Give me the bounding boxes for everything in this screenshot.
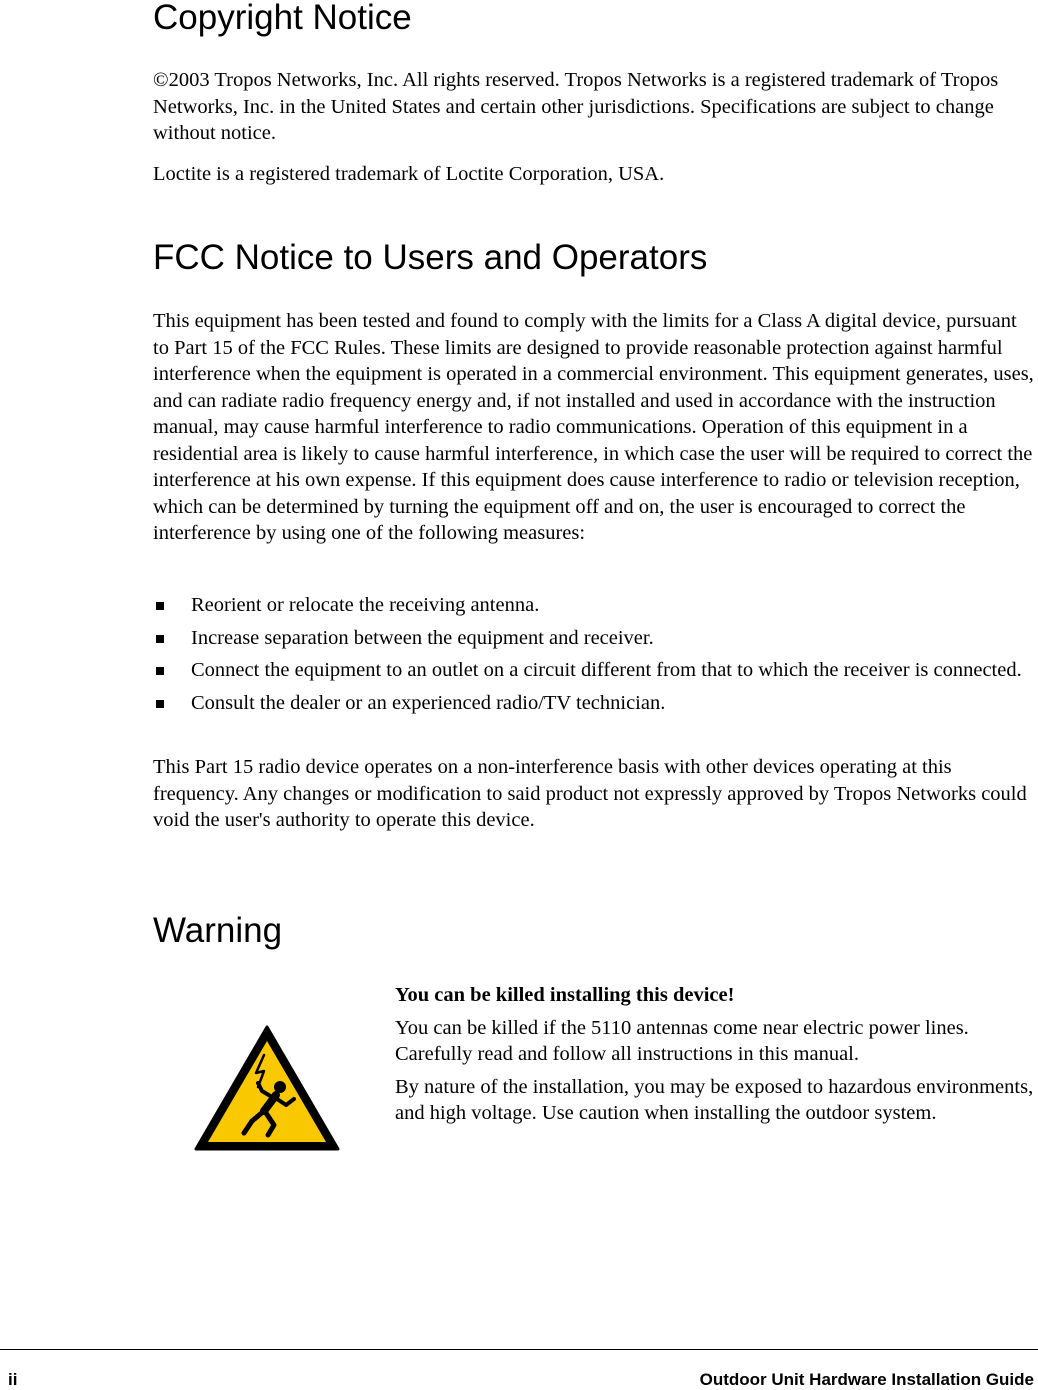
bullet-icon — [156, 602, 164, 610]
warning-paragraph-1: You can be killed if the 5110 antennas come near electric power lines. Carefully read and follow all instructions in this manual. — [395, 1016, 969, 1065]
list-item-text: Consult the dealer or an experienced radio/TV technician. — [191, 691, 666, 714]
warning-triangle-fill — [208, 1041, 326, 1142]
list-item — [153, 690, 1033, 717]
list-item-text: Connect the equipment to an outlet on a circuit different from that to which the receiver is connected. — [191, 659, 1022, 681]
list-item — [153, 625, 1033, 652]
list-item — [153, 592, 1033, 619]
part15-paragraph: This Part 15 radio device operates on a non-interference basis with other devices operating at this frequency. Any changes or modification to said product not expressly approved by Tropos Networks could void the user's authority to operate this device. — [153, 756, 1027, 831]
footer-page-number: ii — [8, 1370, 18, 1389]
list-item-text: Increase separation between the equipment and receiver. — [191, 626, 654, 649]
bullet-icon — [156, 667, 164, 675]
footer-divider — [0, 1349, 1038, 1350]
bullet-icon — [156, 635, 164, 643]
warning-paragraph-2: By nature of the installation, you may be exposed to hazardous environments, and high voltage. Use caution when installing the outdoor system. — [395, 1075, 1034, 1124]
fcc-paragraph: This equipment has been tested and found to comply with the limits for a Class A digital device, pursuant to Part 15 of the FCC Rules. These limits are designed to provide reasonable protection against harmful interference when the equipment is operated in a commercial environment. This equipment generates, uses, and can radiate radio frequency energy and, if not installed and used in accordance with the instruction manual, may cause harmful interference to radio communications. Operation of this equipment in a residential area is likely to cause harmful interference, in which case the user will be required to correct the interference at his own expense. If this equipment does cause interference to radio or television reception, which can be determined by turning the equipment off and on, the user is encouraged to correct the interference by using one of the following measures: — [153, 310, 1034, 544]
warning-title: You can be killed installing this device! — [395, 984, 735, 1006]
copyright-heading: Copyright Notice — [153, 0, 412, 37]
list-item-text: Reorient or relocate the receiving antenna. — [191, 594, 540, 616]
warning-text-block — [395, 982, 1035, 1133]
electrical-hazard-icon — [194, 1025, 340, 1152]
footer-title: Outdoor Unit Hardware Installation Guide — [699, 1370, 1034, 1389]
copyright-paragraph: ©2003 Tropos Networks, Inc. All rights reserved. Tropos Networks is a registered trademark of Tropos Networks, Inc. in the United States and certain other jurisdictions. Specifications are subject to change without notice. — [153, 69, 999, 144]
measures-list — [153, 592, 1033, 722]
fcc-heading: FCC Notice to Users and Operators — [153, 238, 708, 277]
warning-heading: Warning — [153, 911, 283, 950]
list-item — [153, 657, 1033, 684]
loctite-paragraph: Loctite is a registered trademark of Loctite Corporation, USA. — [153, 163, 665, 185]
bullet-icon — [156, 700, 164, 708]
